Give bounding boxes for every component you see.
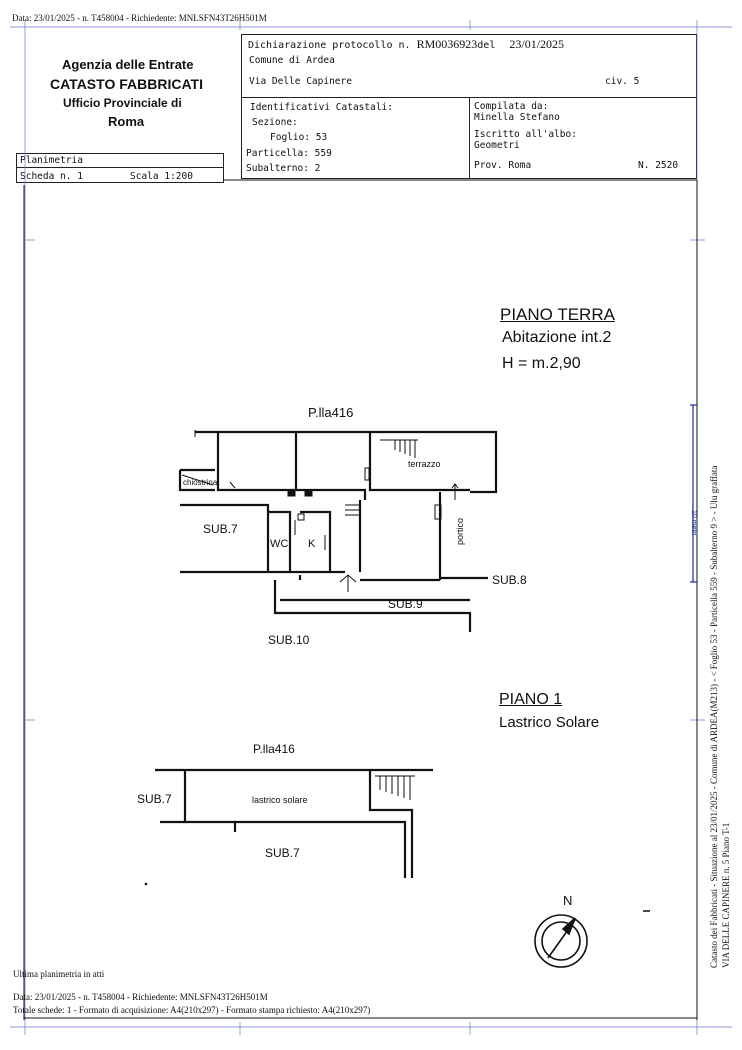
piano-uno-stairs	[375, 776, 415, 800]
sub7-label-a: SUB.7	[203, 522, 238, 536]
civico-value: 5	[633, 76, 640, 87]
piano-terra-subtitle: Abitazione int.2	[502, 329, 612, 346]
foglio-value: 53	[315, 132, 328, 143]
sub7-label-b: SUB.7	[137, 792, 172, 806]
scheda-value: 1	[77, 171, 83, 182]
scala-label: Scala	[130, 171, 159, 182]
civico-label: civ.	[605, 76, 628, 87]
chiostrina-label: chiostrina	[183, 478, 218, 487]
prov-label: Prov.	[474, 160, 503, 171]
n-value: 2520	[655, 160, 679, 171]
sub7-label-c: SUB.7	[265, 846, 300, 860]
piano-uno-subtitle: Lastrico Solare	[499, 714, 600, 731]
footer-request-line: Data: 23/01/2025 - n. T458004 - Richiedente: MNLSFN43T26H501M	[13, 992, 268, 1002]
scheda-label: Scheda n.	[20, 171, 72, 182]
protocol-number: RM0036923	[416, 37, 478, 51]
sub8-label: SUB.8	[492, 573, 527, 587]
side-situation-line: Catasto dei Fabbricati - Situazione al 23/01/2025 - Comune di ARDEA(M213) - < Foglio 53 - Particella 559 - Subalterno 9 > - Ulu graffata	[709, 465, 719, 968]
terrazzo-label: terrazzo	[408, 459, 441, 469]
wc-label: WC	[270, 538, 289, 550]
agency-name: Agenzia delle Entrate	[62, 57, 194, 72]
plla-bottom-label: P.lla416	[253, 742, 295, 756]
subalterno-value: 2	[314, 163, 321, 174]
ufficio-city: Roma	[108, 114, 145, 129]
sezione-label: Sezione:	[252, 117, 298, 128]
sheet-type: Planimetria	[20, 155, 83, 166]
sub10-label: SUB.10	[268, 633, 310, 647]
piano-terra-height: H = m.2,90	[502, 355, 581, 372]
subalterno-label: Subalterno:	[246, 163, 309, 174]
foglio-label: Foglio:	[270, 132, 311, 143]
scala-value: 1:200	[164, 171, 193, 182]
via: Via Delle Capinere	[249, 76, 352, 87]
side-address-line: VIA DELLE CAPINERE n. 5 Piano T-1	[721, 822, 731, 968]
particella-value: 559	[314, 148, 332, 159]
scale-marker-label: 10 metri	[690, 510, 697, 536]
north-label: N	[563, 893, 573, 908]
albo-value: Geometri	[474, 140, 520, 151]
piano-uno-walls	[155, 770, 433, 878]
prov-value: Roma	[508, 160, 532, 171]
plla-top-label: P.lla416	[308, 405, 354, 420]
request-line: Data: 23/01/2025 - n. T458004 - Richiedente: MNLSFN43T26H501M	[12, 13, 267, 23]
footer-format-line: Totale schede: 1 - Formato di acquisizione: A4(210x297) - Formato stampa richiesto: A4(210x297)	[13, 1005, 371, 1015]
protocol-label: Dichiarazione protocollo n.	[248, 40, 411, 51]
piano-uno-title: PIANO 1	[499, 691, 563, 708]
compiler-name: Minella Stefano	[474, 112, 560, 123]
north-arrow-icon	[535, 915, 587, 967]
comune: Comune di Ardea	[249, 55, 335, 66]
protocol-date: 23/01/2025	[509, 37, 565, 51]
ufficio-label: Ufficio Provinciale di	[63, 96, 182, 110]
ultima-planimetria: Ultima planimetria in atti	[13, 969, 105, 979]
protocol-del: del	[477, 40, 496, 51]
n-label: N.	[638, 160, 650, 171]
kitchen-label: K	[308, 538, 316, 550]
frame-lines	[10, 20, 732, 1035]
identifiers-title: Identificativi Catastali:	[250, 102, 393, 113]
albo-label: Iscritto all'albo:	[474, 129, 577, 140]
scale-marker	[690, 405, 697, 582]
sub9-label: SUB.9	[388, 597, 423, 611]
portico-label: portico	[455, 517, 465, 545]
lastrico-label: lastrico solare	[252, 795, 308, 805]
particella-label: Particella:	[246, 148, 309, 159]
compiler-label: Compilata da:	[474, 101, 549, 112]
piano-terra-title: PIANO TERRA	[500, 305, 615, 324]
catasto-title: CATASTO FABBRICATI	[50, 76, 203, 92]
